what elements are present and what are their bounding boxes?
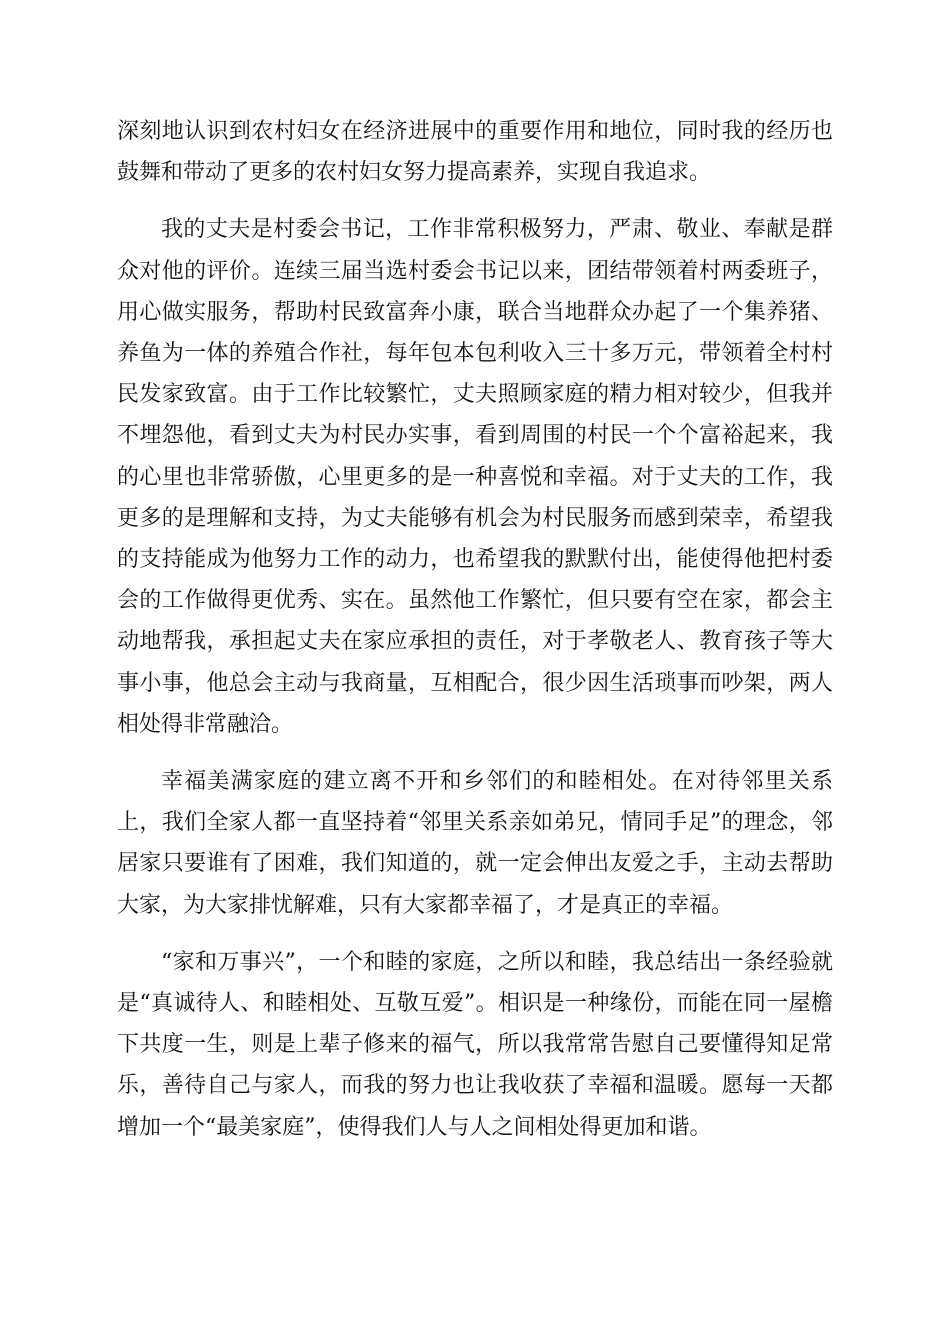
paragraph-harmony: “家和万事兴”，一个和睦的家庭，之所以和睦，我总结出一条经验就是“真诚待人、和睦相处、互敬互爱”。相识是一种缘份，而能在同一屋檐下共度一生，则是上辈子修来的福气，所以我常常告慰自己要懂得知足常乐，善待自己与家人，而我的努力也让我收获了幸福和温暖。愿每一天都增加一个“最美家庭”，使得我们人与人之间相处得更加和谐。 xyxy=(117,949,833,1140)
paragraph-continuation: 深刻地认识到农村妇女在经济进展中的重要作用和地位，同时我的经历也鼓舞和带动了更多的农村妇女努力提高素养，实现自我追求。 xyxy=(117,119,833,186)
paragraph-husband: 我的丈夫是村委会书记，工作非常积极努力，严肃、敬业、奉献是群众对他的评价。连续三届当选村委会书记以来，团结带领着村两委班子，用心做实服务，帮助村民致富奔小康，联合当地群众办起了一个集养猪、养鱼为一体的养殖合作社，每年包本包利收入三十多万元，带领着全村村民发家致富。由于工作比较繁忙，丈夫照顾家庭的精力相对较少，但我并不埋怨他，看到丈夫为村民办实事，看到周围的村民一个个富裕起来，我的心里也非常骄傲，心里更多的是一种喜悦和幸福。对于丈夫的工作，我更多的是理解和支持，为丈夫能够有机会为村民服务而感到荣幸，希望我的支持能成为他努力工作的动力，也希望我的默默付出，能使得他把村委会的工作做得更优秀、实在。虽然他工作繁忙，但只要有空在家，都会主动地帮我，承担起丈夫在家应承担的责任，对于孝敬老人、教育孩子等大事小事，他总会主动与我商量，互相配合，很少因生活琐事而吵架，两人相处得非常融洽。 xyxy=(117,217,833,737)
document-body xyxy=(117,111,833,1164)
paragraph-neighbors: 幸福美满家庭的建立离不开和乡邻们的和睦相处。在对待邻里关系上，我们全家人都一直坚持着“邻里关系亲如弟兄，情同手足”的理念，邻居家只要谁有了困难，我们知道的，就一定会伸出友爱之手，主动去帮助大家，为大家排忧解难，只有大家都幸福了，才是真正的幸福。 xyxy=(117,769,833,918)
